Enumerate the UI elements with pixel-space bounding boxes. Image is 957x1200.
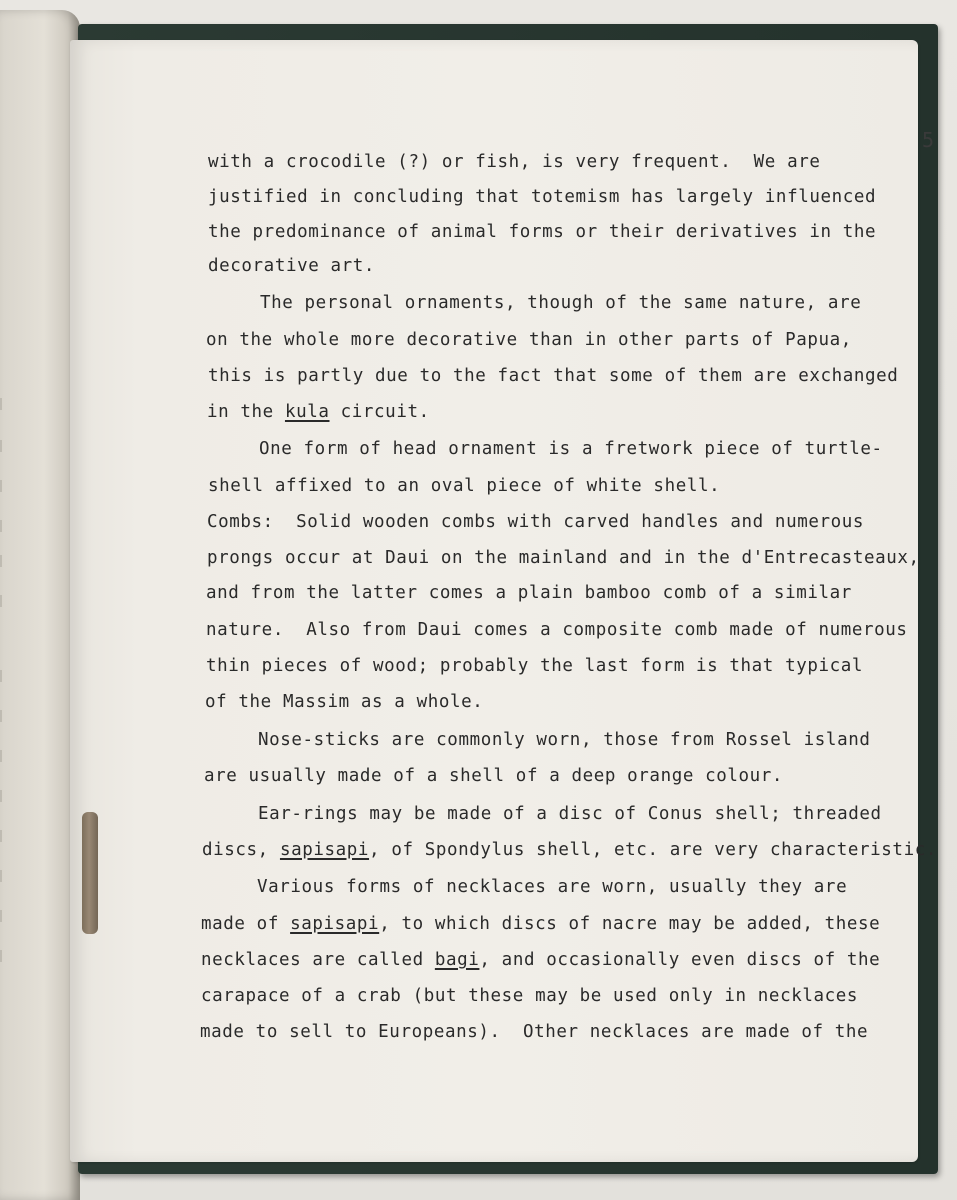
text-segment: carapace of a crab (but these may be used only in necklaces (201, 986, 859, 1006)
text-line (204, 766, 783, 786)
text-line (208, 256, 375, 276)
underlined-term: kula (284, 402, 330, 422)
bleed-through-mark (0, 595, 16, 607)
text-segment: thin pieces of wood; probably the last form is that typical (206, 656, 864, 676)
bleed-through-mark (0, 440, 16, 452)
text-segment: , to which discs of nacre may be added, these (379, 914, 881, 934)
text-segment: Various forms of necklaces are worn, usually they are (257, 877, 848, 897)
bleed-through-mark (0, 790, 16, 802)
bleed-through-mark (0, 710, 16, 722)
text-segment: on the whole more decorative than in other parts of Papua, (206, 330, 852, 350)
text-line (258, 804, 882, 824)
text-segment: Ear-rings may be made of a disc of Conus shell; threaded (258, 804, 882, 824)
text-line (258, 730, 870, 750)
text-segment: One form of head ornament is a fretwork piece of turtle- (259, 439, 883, 459)
text-segment: , and occasionally even discs of the (479, 950, 881, 970)
text-segment: with a crocodile (?) or fish, is very frequent. We are (208, 152, 821, 172)
text-segment: made of (201, 914, 291, 934)
text-line (206, 583, 852, 603)
text-line (202, 840, 937, 860)
text-segment: and from the latter comes a plain bamboo comb of a similar (206, 583, 852, 603)
bleed-through-mark (0, 750, 16, 762)
typescript-page (70, 40, 937, 1162)
text-segment: Combs: Solid wooden combs with carved handles and numerous (207, 512, 865, 532)
text-line (208, 152, 820, 172)
text-line (208, 476, 720, 496)
text-segment: Nose-sticks are commonly worn, those from Rossel island (258, 730, 871, 750)
text-line (207, 512, 864, 532)
text-segment: of the Massim as a whole. (205, 692, 484, 712)
text-segment: this is partly due to the fact that some of them are exchanged (208, 366, 899, 386)
text-line (260, 293, 861, 313)
binding-stain (82, 812, 98, 934)
text-segment: are usually made of a shell of a deep orange colour. (204, 766, 784, 786)
bleed-through-mark (0, 950, 16, 962)
text-segment: The personal ornaments, though of the same nature, are (260, 293, 862, 313)
underlined-term: bagi (434, 950, 480, 970)
text-line (205, 692, 483, 712)
text-segment: discs, (202, 840, 280, 860)
text-line (206, 656, 863, 676)
text-segment: in the (207, 402, 285, 422)
text-line (201, 986, 858, 1006)
text-line (208, 187, 876, 207)
bleed-through-mark (0, 670, 16, 682)
bleed-through-mark (0, 520, 16, 532)
bleed-through-mark (0, 398, 16, 410)
underlined-term: sapisapi (279, 840, 370, 860)
text-segment: necklaces are called (201, 950, 435, 970)
text-segment: , of Spondylus shell, etc. are very characteristic. (369, 840, 937, 860)
text-line (208, 366, 898, 386)
text-line (207, 548, 920, 568)
text-line (206, 620, 908, 640)
bleed-through-mark (0, 830, 16, 842)
page-number: 5 (922, 128, 935, 152)
text-line (200, 1022, 868, 1042)
text-segment: decorative art. (208, 256, 376, 276)
text-segment: prongs occur at Daui on the mainland and in the d'Entrecasteaux, (207, 548, 920, 568)
text-line (207, 402, 430, 422)
text-line (201, 950, 880, 970)
bleed-through-mark (0, 480, 16, 492)
left-facing-page (0, 10, 80, 1200)
text-segment: made to sell to Europeans). Other necklaces are made of the (200, 1022, 869, 1042)
text-line (257, 877, 847, 897)
text-segment: justified in concluding that totemism has largely influenced (208, 187, 877, 207)
text-segment: circuit. (329, 402, 430, 422)
bleed-through-mark (0, 555, 16, 567)
text-line (201, 914, 880, 934)
text-segment: nature. Also from Daui comes a composite comb made of numerous (206, 620, 908, 640)
text-line (208, 222, 876, 242)
text-segment: shell affixed to an oval piece of white shell. (208, 476, 721, 496)
text-line (206, 330, 852, 350)
bleed-through-mark (0, 910, 16, 922)
underlined-term: sapisapi (290, 914, 380, 934)
bleed-through-mark (0, 870, 16, 882)
text-line (259, 439, 883, 459)
text-segment: the predominance of animal forms or their derivatives in the (208, 222, 877, 242)
